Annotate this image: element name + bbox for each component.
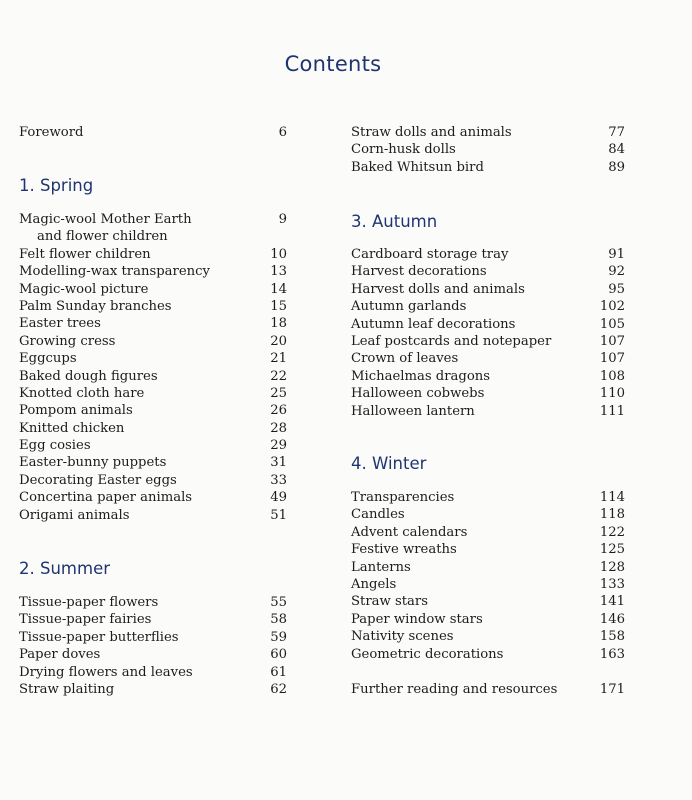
summer-entries — [19, 594, 287, 698]
entry-page: 59 — [270, 629, 287, 645]
entry-title: Knitted chicken — [19, 420, 125, 436]
page-title: Contents — [284, 52, 382, 76]
entry-title: Concertina paper animals — [19, 490, 193, 506]
toc-entry[interactable] — [19, 507, 287, 524]
entry-page: 107 — [599, 333, 625, 349]
toc-entry[interactable] — [351, 159, 625, 176]
toc-entry[interactable] — [351, 141, 625, 158]
entry-title: Cardboard storage tray — [351, 247, 509, 262]
toc-entry[interactable] — [19, 681, 287, 698]
entry-title: Decorating Easter eggs — [19, 472, 177, 488]
entry-title: Eggcups — [19, 351, 77, 367]
toc-entry-foreword[interactable] — [19, 124, 287, 141]
toc-entry[interactable] — [351, 124, 625, 141]
entry-page: 15 — [270, 298, 287, 314]
entry-page: 10 — [270, 246, 287, 262]
entry-title: Straw stars — [351, 594, 428, 610]
toc-entry[interactable] — [19, 472, 287, 489]
toc-entry[interactable] — [351, 316, 625, 333]
entry-title: Lanterns — [351, 559, 411, 575]
section-heading-autumn: 3. Autumn — [351, 212, 438, 231]
entry-title: Michaelmas dragons — [351, 368, 491, 384]
entry-page: 102 — [599, 299, 625, 315]
entry-title: Autumn leaf decorations — [351, 316, 516, 332]
entry-page: 158 — [599, 629, 625, 645]
entry-page: 58 — [270, 612, 287, 628]
toc-entry[interactable] — [351, 576, 625, 593]
entry-title: Festive wreaths — [351, 542, 457, 558]
entry-title-continued: and flower children — [37, 229, 168, 245]
entry-page: 114 — [599, 490, 625, 505]
toc-entry[interactable] — [19, 211, 287, 246]
toc-entry[interactable] — [19, 350, 287, 367]
entry-title: Paper doves — [19, 647, 101, 663]
toc-entry[interactable] — [351, 333, 625, 350]
entry-page: 105 — [599, 316, 625, 332]
entry-page: 60 — [270, 647, 287, 663]
entry-title: Felt flower children — [19, 246, 151, 262]
toc-entry[interactable] — [351, 611, 625, 628]
further-reading-block — [351, 681, 625, 698]
entry-page: 118 — [599, 507, 625, 523]
spring-entries — [19, 211, 287, 524]
entry-page: 25 — [270, 385, 287, 401]
toc-entry[interactable] — [19, 594, 287, 611]
entry-title: Autumn garlands — [351, 299, 467, 315]
entry-title: Magic-wool picture — [19, 281, 149, 297]
toc-entry[interactable] — [19, 646, 287, 663]
toc-entry[interactable] — [351, 246, 625, 263]
toc-entry[interactable] — [19, 454, 287, 471]
entry-title: Baked dough figures — [19, 368, 158, 384]
entry-title: Straw dolls and animals — [351, 125, 512, 140]
entry-title: Magic-wool Mother Earth — [19, 212, 192, 227]
entry-page: 108 — [599, 368, 625, 384]
toc-entry[interactable] — [351, 281, 625, 298]
entry-title: Knotted cloth hare — [19, 385, 145, 401]
toc-entry[interactable] — [19, 315, 287, 332]
entry-page: 163 — [599, 646, 625, 662]
entry-title: Modelling-wax transparency — [19, 264, 210, 280]
entry-title: Nativity scenes — [351, 629, 454, 645]
entry-title: Foreword — [19, 125, 84, 140]
entry-title: Angels — [351, 576, 397, 592]
entry-title: Pompom animals — [19, 403, 133, 419]
entry-title: Tissue-paper butterflies — [19, 629, 179, 645]
entry-title: Egg cosies — [19, 438, 91, 454]
toc-entry[interactable] — [351, 350, 625, 367]
section-heading-summer: 2. Summer — [19, 559, 110, 578]
entry-page: 91 — [608, 247, 625, 262]
toc-entry[interactable] — [19, 368, 287, 385]
entry-title: Harvest decorations — [351, 264, 487, 280]
entry-title: Further reading and resources — [351, 682, 558, 697]
entry-page: 13 — [270, 264, 287, 280]
entry-page: 49 — [270, 490, 287, 506]
entry-title: Baked Whitsun bird — [351, 159, 484, 175]
entry-page: 51 — [270, 507, 287, 523]
entry-title: Crown of leaves — [351, 351, 459, 367]
entry-title: Origami animals — [19, 507, 130, 523]
entry-page: 146 — [599, 611, 625, 627]
entry-title: Halloween lantern — [351, 403, 475, 419]
entry-title: Leaf postcards and notepaper — [351, 333, 552, 349]
winter-entries — [351, 489, 625, 663]
toc-entry[interactable] — [19, 281, 287, 298]
entry-title: Halloween cobwebs — [351, 386, 485, 402]
autumn-entries — [351, 246, 625, 420]
toc-entry[interactable] — [19, 629, 287, 646]
entry-page: 110 — [599, 386, 625, 402]
toc-entry[interactable] — [351, 403, 625, 420]
toc-entry[interactable] — [19, 333, 287, 350]
entry-page: 18 — [270, 316, 287, 332]
entry-page: 122 — [599, 524, 625, 540]
toc-entry[interactable] — [19, 489, 287, 506]
section-heading-winter: 4. Winter — [351, 454, 427, 473]
entry-page: 31 — [270, 455, 287, 471]
toc-entry[interactable] — [351, 263, 625, 280]
entry-title: Harvest dolls and animals — [351, 281, 525, 297]
entry-title: Tissue-paper fairies — [19, 612, 152, 628]
toc-entry[interactable] — [19, 437, 287, 454]
entry-page: 171 — [599, 682, 625, 697]
toc-entry[interactable] — [19, 263, 287, 280]
toc-entry[interactable] — [351, 559, 625, 576]
entry-page: 22 — [270, 368, 287, 384]
entry-title: Palm Sunday branches — [19, 298, 172, 314]
entry-page: 55 — [270, 595, 287, 610]
entry-page: 6 — [278, 125, 287, 140]
entry-page: 89 — [608, 159, 625, 175]
toc-entry[interactable] — [351, 506, 625, 523]
section-heading-spring: 1. Spring — [19, 176, 94, 195]
foreword-entry-block — [19, 124, 287, 141]
entry-page: 62 — [270, 681, 287, 697]
entry-title: Easter trees — [19, 316, 101, 332]
toc-entry[interactable] — [19, 246, 287, 263]
entry-page: 9 — [278, 212, 287, 227]
toc-entry[interactable] — [19, 298, 287, 315]
entry-page: 61 — [270, 664, 287, 680]
entry-page: 92 — [608, 264, 625, 280]
entry-page: 141 — [599, 594, 625, 610]
entry-title: Straw plaiting — [19, 681, 115, 697]
entry-page: 26 — [270, 403, 287, 419]
entry-page: 111 — [599, 403, 625, 419]
toc-entry[interactable] — [351, 628, 625, 645]
entry-title: Drying flowers and leaves — [19, 664, 193, 680]
toc-entry[interactable] — [19, 385, 287, 402]
entry-title: Candles — [351, 507, 405, 523]
entry-title: Paper window stars — [351, 611, 483, 627]
entry-page: 133 — [599, 576, 625, 592]
entry-page: 21 — [270, 351, 287, 367]
entry-page: 28 — [270, 420, 287, 436]
entry-title: Easter-bunny puppets — [19, 455, 167, 471]
entry-page: 125 — [599, 542, 625, 558]
toc-entry[interactable] — [19, 611, 287, 628]
entry-title: Growing cress — [19, 333, 116, 349]
entry-page: 77 — [608, 125, 625, 140]
toc-entry[interactable] — [351, 524, 625, 541]
toc-entry[interactable] — [351, 593, 625, 610]
toc-entry[interactable] — [19, 402, 287, 419]
entry-page: 20 — [270, 333, 287, 349]
entry-title: Transparencies — [351, 490, 455, 505]
toc-entry[interactable] — [19, 420, 287, 437]
entry-page: 14 — [270, 281, 287, 297]
toc-entry[interactable] — [351, 385, 625, 402]
entry-page: 33 — [270, 472, 287, 488]
toc-entry[interactable] — [351, 368, 625, 385]
entry-title: Corn-husk dolls — [351, 142, 456, 158]
toc-entry[interactable] — [351, 646, 625, 663]
entry-title: Geometric decorations — [351, 646, 504, 662]
entry-page: 128 — [599, 559, 625, 575]
entry-title: Advent calendars — [351, 524, 468, 540]
entry-page: 107 — [599, 351, 625, 367]
summer-continued-entries — [351, 124, 625, 176]
entry-page: 84 — [608, 142, 625, 158]
toc-entry[interactable] — [19, 664, 287, 681]
toc-entry[interactable] — [351, 541, 625, 558]
toc-entry[interactable] — [351, 489, 625, 506]
entry-title: Tissue-paper flowers — [19, 595, 159, 610]
toc-entry-further-reading[interactable] — [351, 681, 625, 698]
toc-entry[interactable] — [351, 298, 625, 315]
entry-page: 95 — [608, 281, 625, 297]
entry-page: 29 — [270, 438, 287, 454]
